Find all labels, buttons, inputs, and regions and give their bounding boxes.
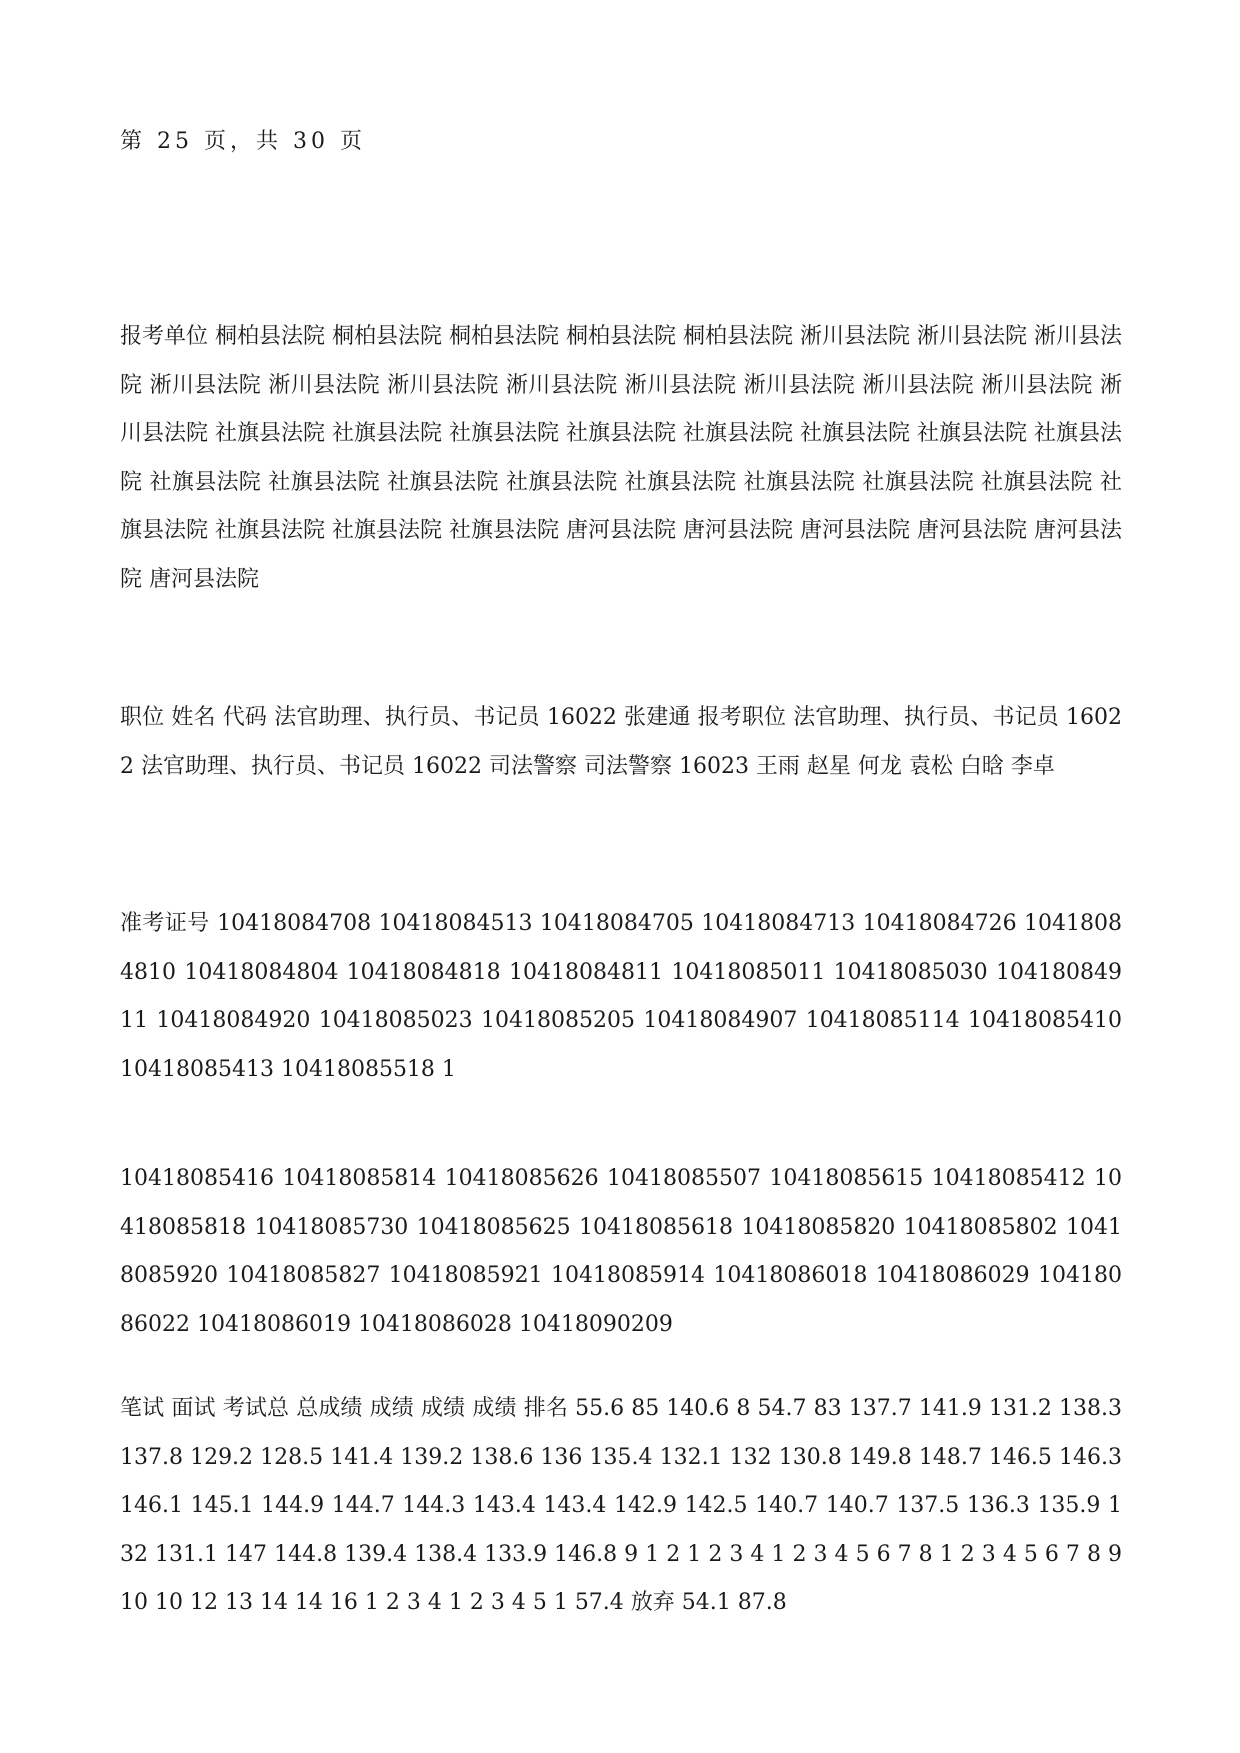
paragraph-ticket-numbers: 准考证号 10418084708 10418084513 10418084705 10418084713 10418084726 10418084810 10418084804 10418084818 10418084811 10418085011 10418085030 10418084911 10418084920 10418085023 10418085205 10418084907 10418085114 10418085410 10418085413 10418085518 1 [120, 911, 1122, 1082]
paragraph-exam-units: 报考单位 桐柏县法院 桐柏县法院 桐柏县法院 桐柏县法院 桐柏县法院 淅川县法院 淅川县法院 淅川县法院 淅川县法院 淅川县法院 淅川县法院 淅川县法院 淅川县法院 淅川县法院 淅川县法院 淅川县法院 淅川县法院 社旗县法院 社旗县法院 社旗县法院 社旗县法院 社旗县法院 社旗县法院 社旗县法院 社旗县法院 社旗县法院 社旗县法院 社旗县法院 社旗县法院 社旗县法院 社旗县法院 社旗县法院 社旗县法院 社旗县法院 社旗县法院 社旗县法院 社旗县法院 唐河县法院 唐河县法院 唐河县法院 唐河县法院 唐河县法院 唐河县法院 [120, 324, 1122, 592]
paragraph-positions-names: 职位 姓名 代码 法官助理、执行员、书记员 16022 张建通 报考职位 法官助理、执行员、书记员 16022 法官助理、执行员、书记员 16022 司法警察 司法警察 16023 王雨 赵星 何龙 袁松 白晗 李卓 [120, 705, 1122, 779]
paragraph-scores-rankings: 笔试 面试 考试总 总成绩 成绩 成绩 成绩 排名 55.6 85 140.6 8 54.7 83 137.7 141.9 131.2 138.3 137.8 129.2 128.5 141.4 139.2 138.6 136 135.4 132.1 132 130.8 149.8 148.7 146.5 146.3 146.1 145.1 144.9 144.7 144.3 143.4 143.4 142.9 142.5 140.7 140.7 137.5 136.3 135.9 132 131.1 147 144.8 139.4 138.4 133.9 146.8 9 1 2 1 2 3 4 1 2 3 4 5 6 7 8 1 2 3 4 5 6 7 8 9 10 10 12 13 14 14 16 1 2 3 4 1 2 3 4 5 1 57.4 放弃 54.1 87.8 [120, 1396, 1122, 1615]
page-number-header: 第 25 页，共 30 页 [120, 129, 366, 154]
paragraph-ticket-numbers-continued: 10418085416 10418085814 10418085626 10418085507 10418085615 10418085412 10418085818 10418085730 10418085625 10418085618 10418085820 10418085802 10418085920 10418085827 10418085921 10418085914 10418086018 10418086029 10418086022 10418086019 10418086028 10418090209 [120, 1166, 1122, 1337]
